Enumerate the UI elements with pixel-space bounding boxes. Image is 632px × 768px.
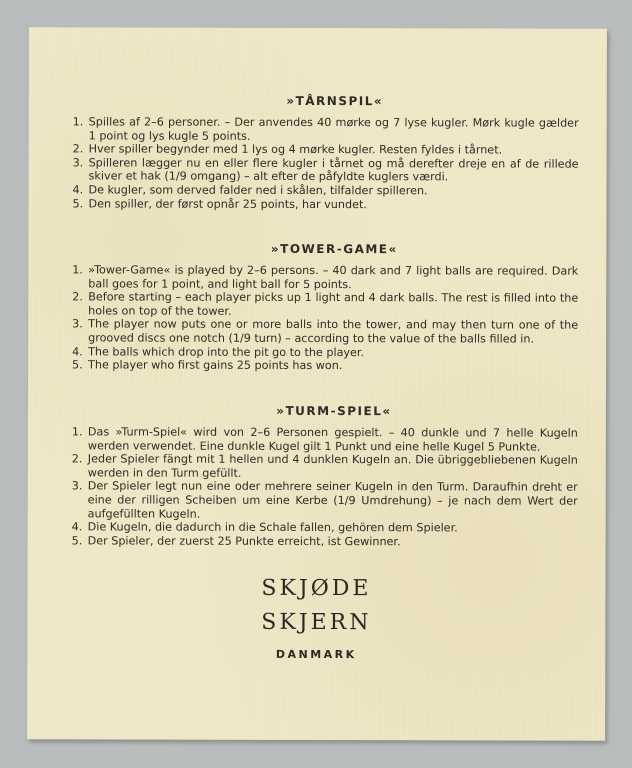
rule-item: 1. Das »Turm-Spiel« wird von 2–6 Personen gespielt. – 40 dunkle und 7 helle Kugeln werden verwendet. Eine dunkle Kugel gilt 1 Punkt und eine helle Kugel 5 Punkte. [71,425,578,454]
rule-item: 1. »Tower-Game« is played by 2–6 persons. – 40 dark and 7 light balls are required. Dark ball goes for 1 point, and light ball for 5 points. [72,263,579,291]
rules-list-turm-spiel [72,425,578,549]
rule-item: 5. The player who first gains 25 points has won. [72,358,343,373]
section-tower-game [72,241,578,373]
rule-item: 4. De kugler, som derved falder ned i skålen, tilfalder spilleren. [72,183,428,198]
rule-item: 4. The balls which drop into the pit go to the player. [72,344,365,359]
rule-item: 5. Der Spieler, der zuerst 25 Punkte erreicht, ist Gewinner. [71,534,401,548]
section-title-tarnspil: »TÅRNSPIL« [286,93,384,109]
section-turm-spiel [72,403,578,549]
rule-item: 4. Die Kugeln, die dadurch in die Schale fallen, gehören dem Spieler. [71,520,458,535]
rule-item: 3. Spilleren lægger nu en eller flere kugler i tårnet og må derefter dreje en af de rillede skiver et hak (1/9 omgang) – alt efter de påfyldte kuglers værdi. [72,156,579,184]
rules-list-tarnspil [72,115,578,211]
rule-item: 3. Der Spieler legt nun eine oder mehrere seiner Kugeln in den Turm. Daraufhin dreht er eine der rilligen Scheiben um eine Kerbe (1/9 Umdrehung) – je nach dem Wert der aufgefüllten Kugeln. [71,479,578,521]
rules-list-tower-game [72,263,578,373]
rule-item: 5. Den spiller, der først opnår 25 points, har vundet. [72,196,367,211]
rule-item: 2. Jeder Spieler fängt mit 1 hellen und 4 dunklen Kugeln an. Die übriggebliebenen Kugeln werden in den Turm gefüllt. [71,452,578,480]
section-title-turm-spiel: »TURM-SPIEL« [276,403,392,419]
brand-country: DANMARK [275,647,357,662]
rule-item: 2. Hver spiller begynder med 1 lys og 4 mørke kugler. Resten fyldes i tårnet. [72,142,503,157]
section-title-tower-game: »TOWER-GAME« [270,241,398,257]
rule-item: 3. The player now puts one or more balls into the tower, and may then turn one of the grooved discs one notch (1/9 turn) – according to the value of the balls filled in. [72,317,579,346]
rule-item: 2. Before starting – each player picks up 1 light and 4 dark balls. The rest is filled into the holes on top of the tower. [72,290,579,318]
brand-name-line2: SKJERN [261,609,372,636]
section-tarnspil [72,93,578,211]
rule-item: 1. Spilles af 2–6 personer. – Der anvendes 40 mørke og 7 lyse kugler. Mørk kugle gælder 1 point og lys kugle 5 points. [72,115,579,143]
instruction-card [27,27,607,741]
brand-name-line1: SKJØDE [261,575,372,602]
